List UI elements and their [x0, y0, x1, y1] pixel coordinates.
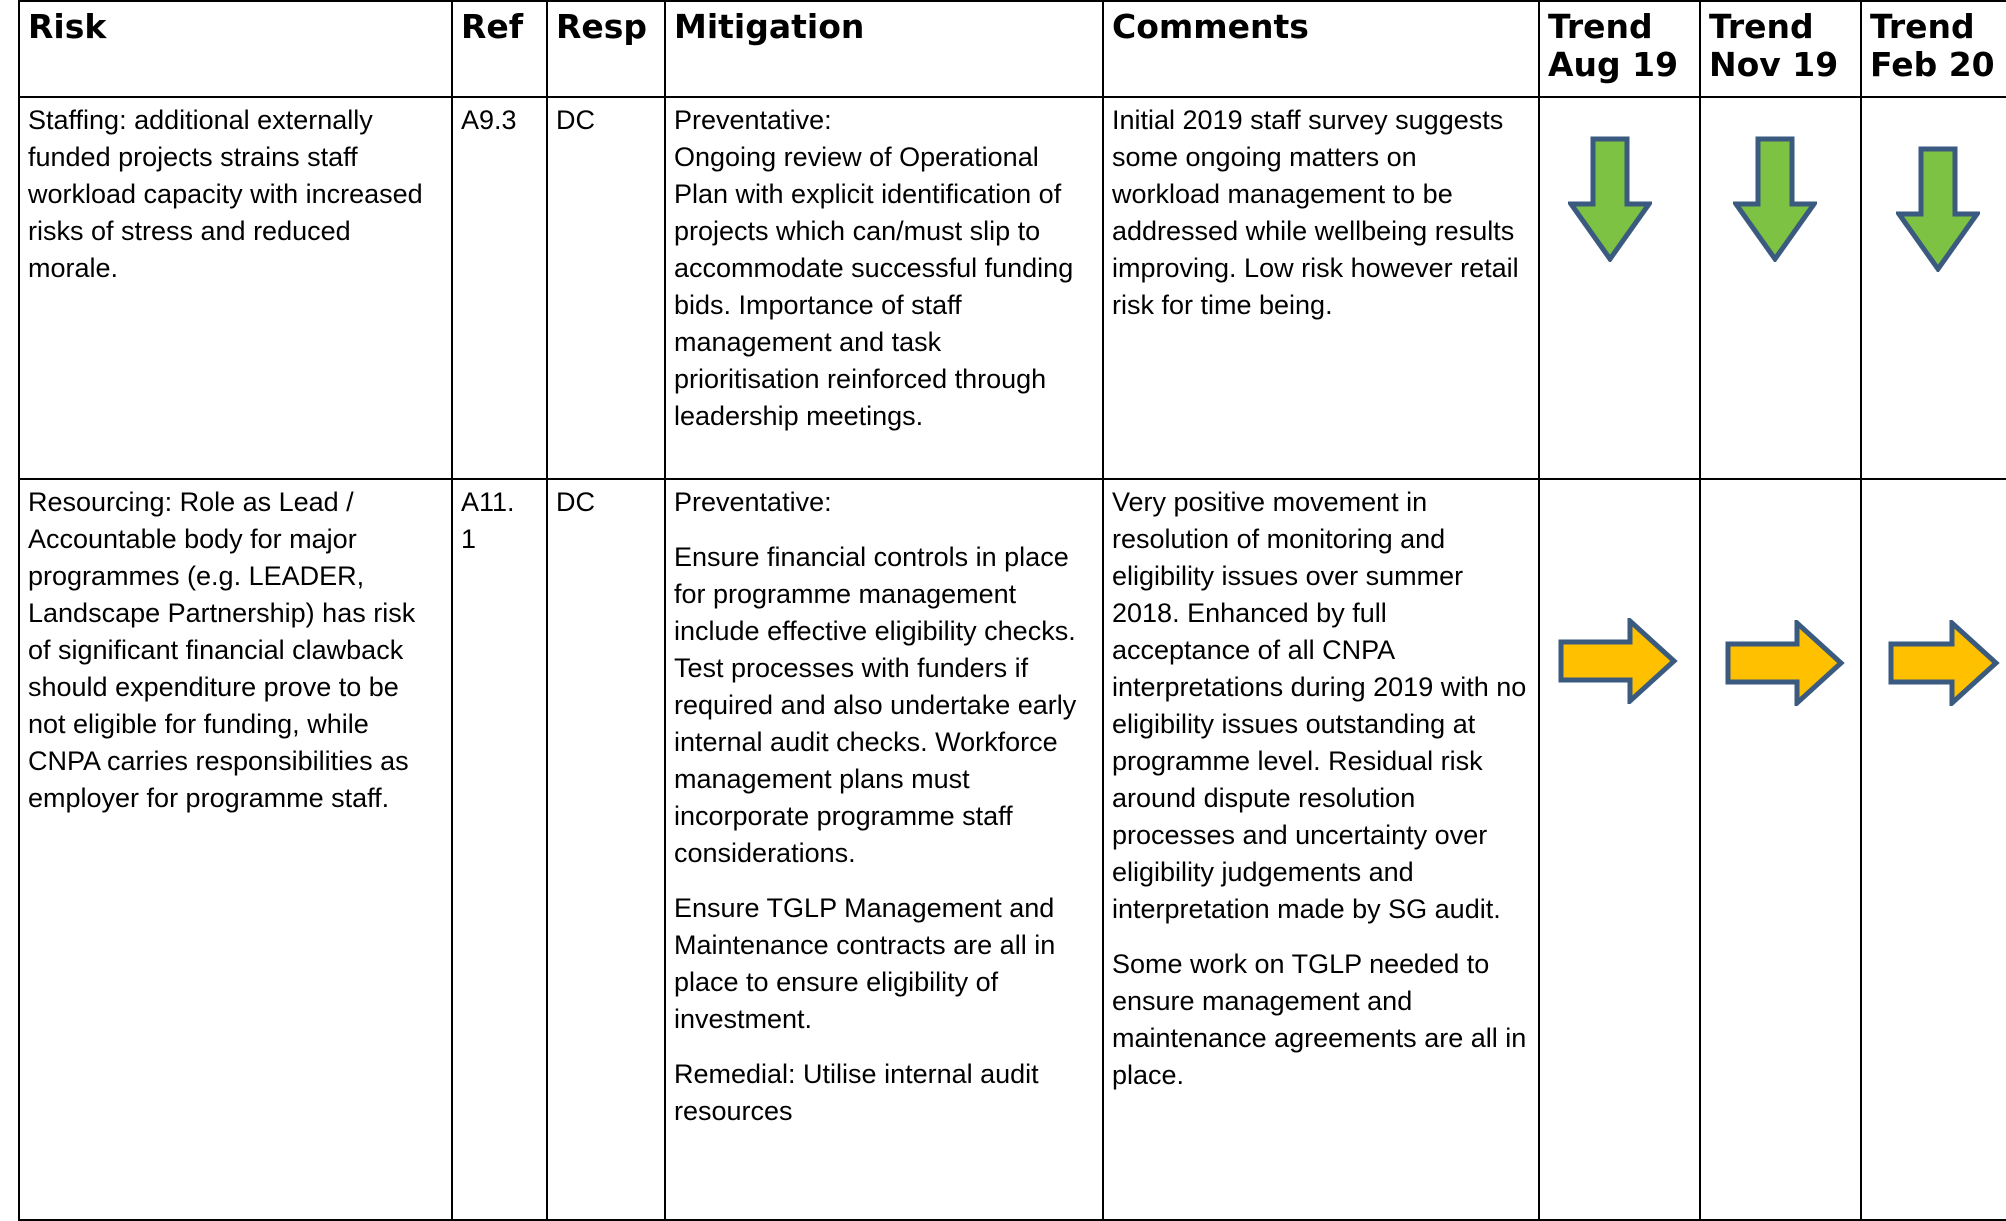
- trend-cell-nov19: [1700, 479, 1861, 1220]
- down-arrow-icon: [1568, 136, 1652, 262]
- down-arrow-icon: [1733, 136, 1817, 262]
- header-row: [19, 1, 2006, 97]
- mitigation-paragraph: Remedial: Utilise internal audit resources: [674, 1059, 1039, 1126]
- comments-cell: [1103, 97, 1539, 479]
- right-arrow-icon: [1725, 620, 1845, 706]
- mitigation-paragraph: Preventative: Ongoing review of Operational Plan with explicit identification of projects which can/must slip to accommodate successful funding bids. Importance of staff management and task prioritisation reinforced through leadership meetings.: [674, 105, 1074, 431]
- header-trend-aug19-line1: Trend: [1548, 7, 1653, 46]
- header-trend-nov19-line2: Nov 19: [1709, 45, 1839, 84]
- header-trend-aug19: [1539, 1, 1700, 97]
- header-trend-aug19-line2: Aug 19: [1548, 45, 1679, 84]
- risk-register-table: [18, 0, 2006, 1221]
- ref-cell: A11. 1: [452, 479, 547, 1220]
- trend-cell-feb20: [1861, 97, 2006, 479]
- header-ref: Ref: [452, 1, 547, 97]
- table-row: [19, 97, 2006, 479]
- right-arrow-icon: [1888, 620, 2000, 706]
- trend-cell-feb20: [1861, 479, 2006, 1220]
- risk-cell: Resourcing: Role as Lead / Accountable body for major programmes (e.g. LEADER, Landscape Partnership) has risk of significant financial clawback should expenditure prove to be not eligible for funding, while CNPA carries responsibilities as employer for programme staff.: [19, 479, 452, 1220]
- header-trend-feb20-line2: Feb 20: [1870, 45, 1995, 84]
- header-trend-nov19-line1: Trend: [1709, 7, 1814, 46]
- resp-cell: DC: [547, 479, 665, 1220]
- mitigation-cell: [665, 97, 1103, 479]
- right-arrow-icon: [1558, 618, 1678, 704]
- ref-cell: A9.3: [452, 97, 547, 479]
- header-resp: Resp: [547, 1, 665, 97]
- trend-cell-aug19: [1539, 97, 1700, 479]
- comments-paragraph: Some work on TGLP needed to ensure management and maintenance agreements are all in place.: [1112, 949, 1527, 1090]
- header-mitigation: Mitigation: [665, 1, 1103, 97]
- mitigation-paragraph: Ensure TGLP Management and Maintenance contracts are all in place to ensure eligibility of investment.: [674, 893, 1056, 1034]
- comments-cell: [1103, 479, 1539, 1220]
- header-trend-feb20: [1861, 1, 2006, 97]
- trend-cell-nov19: [1700, 97, 1861, 479]
- header-trend-feb20-line1: Trend: [1870, 7, 1975, 46]
- comments-paragraph: Very positive movement in resolution of monitoring and eligibility issues over summer 2018. Enhanced by full acceptance of all CNPA interpretations during 2019 with no eligibility issues outstanding at programme level. Residual risk around dispute resolution processes and uncertainty over eligibility judgements and interpretation made by SG audit.: [1112, 487, 1527, 924]
- header-comments: Comments: [1103, 1, 1539, 97]
- mitigation-paragraph: Preventative:: [674, 487, 832, 517]
- header-risk: Risk: [19, 1, 452, 97]
- comments-paragraph: Initial 2019 staff survey suggests some ongoing matters on workload management to be addressed while wellbeing results improving. Low risk however retail risk for time being.: [1112, 105, 1519, 320]
- header-trend-nov19: [1700, 1, 1861, 97]
- trend-cell-aug19: [1539, 479, 1700, 1220]
- mitigation-cell: [665, 479, 1103, 1220]
- table-row: [19, 479, 2006, 1220]
- down-arrow-icon: [1896, 146, 1980, 272]
- resp-cell: DC: [547, 97, 665, 479]
- mitigation-paragraph: Ensure financial controls in place for programme management include effective eligibility checks. Test processes with funders if required and also undertake early internal audit checks. Workforce management plans must incorporate programme staff considerations.: [674, 542, 1077, 868]
- risk-cell: Staffing: additional externally funded projects strains staff workload capacity with increased risks of stress and reduced morale.: [19, 97, 452, 479]
